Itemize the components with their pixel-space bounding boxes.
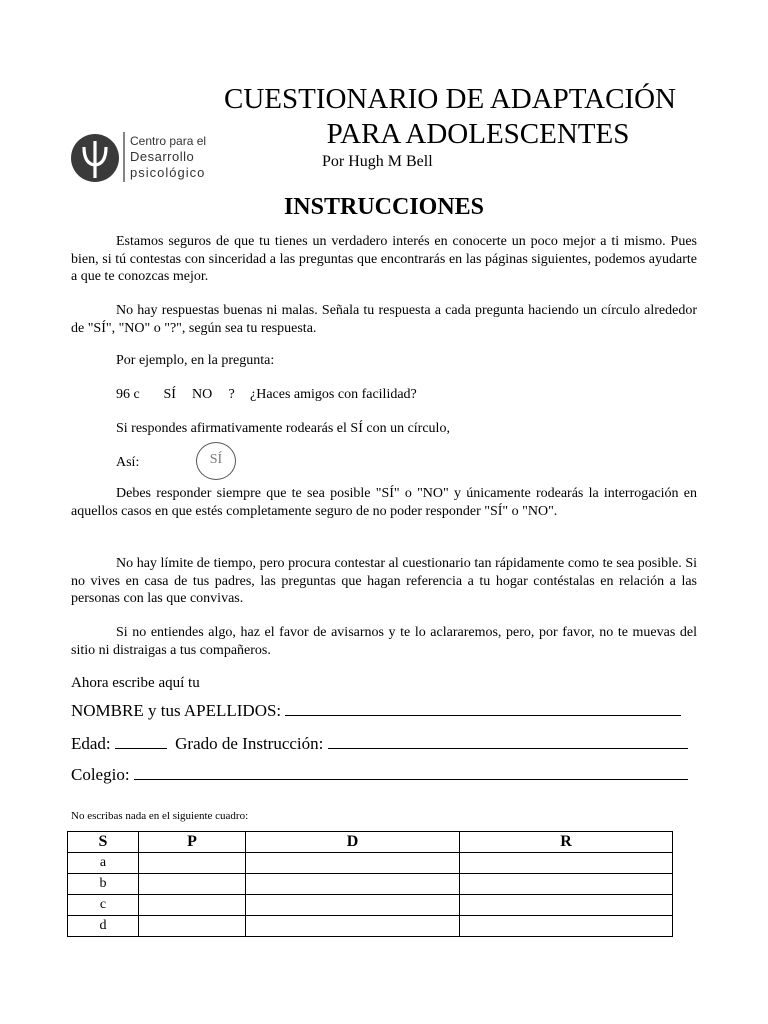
table-row (68, 895, 673, 916)
circled-si-text: SÍ (209, 452, 223, 467)
header-s: S (68, 832, 139, 853)
school-field-row (71, 765, 688, 785)
affirmative-instruction: Si respondes afirmativamente rodearás el SÍ con un círculo, (116, 421, 450, 436)
score-table-header (68, 832, 673, 853)
asi-label: Así: (116, 455, 140, 470)
circled-si-example (196, 442, 236, 480)
author-line: Por Hugh M Bell (322, 153, 433, 170)
name-blank[interactable] (285, 701, 681, 716)
table-cell (246, 916, 460, 937)
school-label: Colegio: (71, 765, 130, 784)
logo-line-3: psicológico (130, 165, 206, 180)
table-cell (460, 916, 673, 937)
instructions-paragraph-6: No hay límite de tiempo, pero procura contestar al cuestionario tan rápidamente como te sea posible. Si no vives en casa de tus padres, las preguntas que hagan referencia a tu hogar contéstalas en relación a las personas con las que convivas. (71, 556, 697, 606)
table-cell (139, 853, 246, 874)
table-row (68, 874, 673, 895)
instructions-heading: INSTRUCCIONES (283, 194, 485, 220)
logo-line-1: Centro para el (130, 134, 207, 148)
document-title-line-1: CUESTIONARIO DE ADAPTACIÓN (223, 83, 676, 115)
header-r: R (460, 832, 673, 853)
age-blank[interactable] (115, 734, 167, 749)
table-cell (460, 874, 673, 895)
table-cell (139, 895, 246, 916)
example-question (116, 386, 417, 404)
table-cell (139, 916, 246, 937)
psi-logo-icon (71, 134, 119, 182)
header-d: D (246, 832, 460, 853)
row-label-c: c (68, 895, 139, 916)
document-title-line-2: PARA ADOLESCENTES (326, 118, 630, 150)
name-field-row (71, 701, 681, 721)
instructions-paragraph-7: Si no entiendes algo, haz el favor de avisarnos y te lo aclararemos, pero, por favor, no te muevas del sitio ni distraigas a tus compañeros. (71, 625, 697, 658)
table-cell (460, 853, 673, 874)
table-cell (246, 853, 460, 874)
table-cell (246, 874, 460, 895)
instructions-paragraph-2: No hay respuestas buenas ni malas. Señala tu respuesta a cada pregunta haciendo un círculo alrededor de "SÍ", "NO" o "?", según sea tu respuesta. (71, 303, 697, 336)
example-question-text: ¿Haces amigos con facilidad? (250, 387, 417, 402)
table-row (68, 916, 673, 937)
logo-line-2: Desarrollo (130, 149, 195, 164)
age-label: Edad: (71, 734, 111, 753)
example-number: 96 c (116, 387, 140, 402)
name-label: NOMBRE y tus APELLIDOS: (71, 701, 282, 720)
table-cell (460, 895, 673, 916)
example-no-option: NO (192, 387, 213, 402)
instructions-paragraph-1: Estamos seguros de que tu tienes un verdadero interés en conocerte un poco mejor a ti mismo. Pues bien, si tú contestas con sinceridad a las preguntas que encontrarás en las páginas siguientes, podemos ayudarte a que te conozcas mejor. (71, 234, 697, 284)
instructions-paragraph-5: Debes responder siempre que te sea posible "SÍ" o "NO" y únicamente rodearás la interrogación en aquellos casos en que estés completamente seguro de no poder responder "SÍ" o "NO". (71, 486, 697, 519)
row-label-b: b (68, 874, 139, 895)
example-intro: Por ejemplo, en la pregunta: (116, 353, 275, 368)
grade-label: Grado de Instrucción: (175, 734, 324, 753)
example-yes-option: SÍ (163, 387, 176, 402)
form-intro: Ahora escribe aquí tu (71, 675, 200, 691)
centro-desarrollo-logo (70, 128, 230, 188)
score-box-note: No escribas nada en el siguiente cuadro: (71, 810, 249, 822)
table-cell (246, 895, 460, 916)
row-label-d: d (68, 916, 139, 937)
grade-blank[interactable] (328, 734, 688, 749)
header-p: P (139, 832, 246, 853)
score-table (67, 831, 673, 937)
school-blank[interactable] (134, 765, 688, 780)
table-cell (139, 874, 246, 895)
row-label-a: a (68, 853, 139, 874)
table-row (68, 853, 673, 874)
example-unsure-option: ? (228, 387, 235, 402)
age-grade-field-row (71, 734, 688, 754)
